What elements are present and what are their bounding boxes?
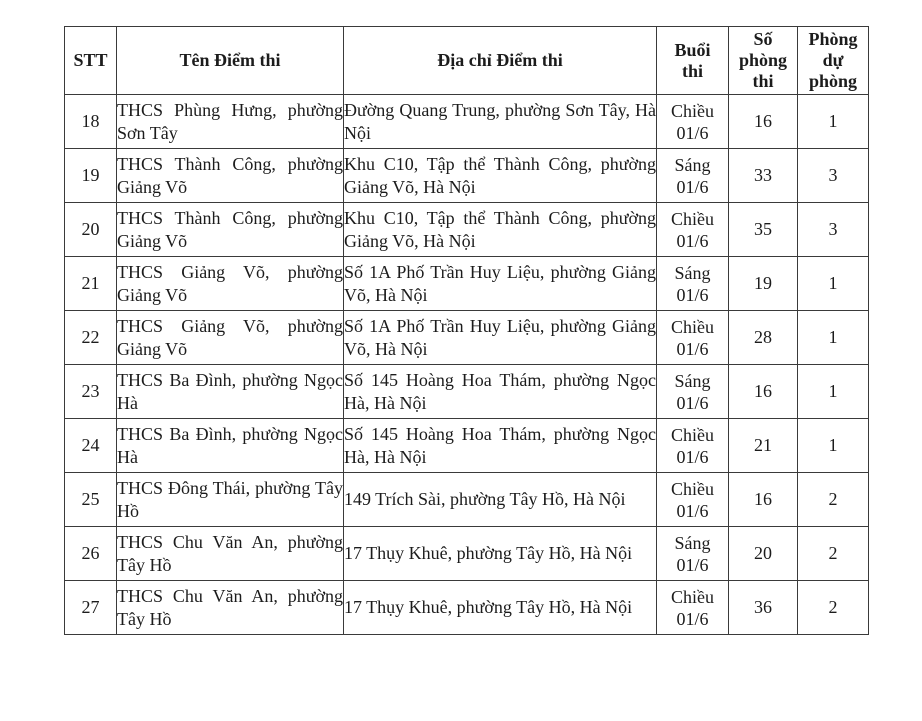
cell-rooms: 19	[729, 257, 798, 311]
header-address: Địa chỉ Điểm thi	[344, 27, 657, 95]
cell-address: Đường Quang Trung, phường Sơn Tây, Hà Nội	[344, 95, 657, 149]
header-stt: STT	[65, 27, 117, 95]
session-date: 01/6	[676, 176, 709, 197]
cell-reserve: 1	[798, 311, 869, 365]
table-row	[65, 365, 869, 419]
cell-stt: 20	[65, 203, 117, 257]
cell-rooms: 20	[729, 527, 798, 581]
cell-session	[657, 419, 729, 473]
cell-session	[657, 257, 729, 311]
header-reserve	[798, 27, 869, 95]
cell-reserve: 3	[798, 203, 869, 257]
cell-address: Số 1A Phố Trần Huy Liệu, phường Giảng Võ, Hà Nội	[344, 257, 657, 311]
cell-address: Khu C10, Tập thể Thành Công, phường Giảng Võ, Hà Nội	[344, 203, 657, 257]
session-date: 01/6	[676, 608, 709, 629]
header-rooms-line: phòng	[738, 50, 788, 70]
cell-address: 17 Thụy Khuê, phường Tây Hồ, Hà Nội	[344, 527, 657, 581]
cell-stt: 27	[65, 581, 117, 635]
header-rooms	[729, 27, 798, 95]
exam-locations-table	[64, 26, 869, 635]
header-rooms-line: thi	[752, 71, 774, 91]
header-session-line: Buổi	[674, 39, 711, 60]
cell-address: Số 1A Phố Trần Huy Liệu, phường Giảng Võ, Hà Nội	[344, 311, 657, 365]
cell-reserve: 1	[798, 419, 869, 473]
session-label: Chiều	[671, 424, 714, 445]
cell-rooms: 16	[729, 95, 798, 149]
cell-address: Khu C10, Tập thể Thành Công, phường Giảng Võ, Hà Nội	[344, 149, 657, 203]
session-label: Chiều	[671, 586, 714, 607]
cell-address: Số 145 Hoàng Hoa Thám, phường Ngọc Hà, Hà Nội	[344, 365, 657, 419]
header-reserve-line: dự	[822, 50, 844, 70]
table-row	[65, 581, 869, 635]
table-row	[65, 95, 869, 149]
cell-stt: 18	[65, 95, 117, 149]
table-row	[65, 257, 869, 311]
cell-stt: 23	[65, 365, 117, 419]
session-label: Sáng	[674, 262, 711, 283]
header-name: Tên Điểm thi	[117, 27, 344, 95]
session-date: 01/6	[676, 284, 709, 305]
cell-session	[657, 527, 729, 581]
session-label: Sáng	[674, 154, 711, 175]
table-row	[65, 473, 869, 527]
cell-name: THCS Chu Văn An, phường Tây Hồ	[117, 581, 344, 635]
header-reserve-line: Phòng	[808, 29, 858, 49]
table-row	[65, 527, 869, 581]
header-reserve-line: phòng	[808, 71, 858, 91]
cell-reserve: 2	[798, 527, 869, 581]
cell-name: THCS Thành Công, phường Giảng Võ	[117, 149, 344, 203]
cell-address: 149 Trích Sài, phường Tây Hồ, Hà Nội	[344, 473, 657, 527]
cell-stt: 22	[65, 311, 117, 365]
header-session	[657, 27, 729, 95]
cell-rooms: 36	[729, 581, 798, 635]
cell-address: Số 145 Hoàng Hoa Thám, phường Ngọc Hà, Hà Nội	[344, 419, 657, 473]
cell-name: THCS Thành Công, phường Giảng Võ	[117, 203, 344, 257]
cell-stt: 26	[65, 527, 117, 581]
session-label: Chiều	[671, 316, 714, 337]
session-label: Chiều	[671, 100, 714, 121]
session-label: Sáng	[674, 532, 711, 553]
cell-reserve: 3	[798, 149, 869, 203]
table-row	[65, 419, 869, 473]
cell-name: THCS Giảng Võ, phường Giảng Võ	[117, 257, 344, 311]
session-label: Chiều	[671, 208, 714, 229]
cell-session	[657, 365, 729, 419]
session-label: Sáng	[674, 370, 711, 391]
cell-stt: 25	[65, 473, 117, 527]
cell-session	[657, 203, 729, 257]
cell-name: THCS Đông Thái, phường Tây Hồ	[117, 473, 344, 527]
cell-name: THCS Phùng Hưng, phường Sơn Tây	[117, 95, 344, 149]
cell-name: THCS Ba Đình, phường Ngọc Hà	[117, 365, 344, 419]
table-row	[65, 203, 869, 257]
table-row	[65, 149, 869, 203]
header-session-line: thi	[681, 60, 703, 81]
cell-rooms: 33	[729, 149, 798, 203]
cell-session	[657, 95, 729, 149]
cell-session	[657, 311, 729, 365]
cell-rooms: 16	[729, 365, 798, 419]
cell-name: THCS Chu Văn An, phường Tây Hồ	[117, 527, 344, 581]
cell-stt: 24	[65, 419, 117, 473]
cell-rooms: 16	[729, 473, 798, 527]
cell-rooms: 28	[729, 311, 798, 365]
cell-stt: 21	[65, 257, 117, 311]
session-date: 01/6	[676, 122, 709, 143]
header-rooms-line: Số	[753, 29, 773, 49]
table-header-row	[65, 27, 869, 95]
table-body	[65, 95, 869, 635]
session-date: 01/6	[676, 446, 709, 467]
cell-address: 17 Thụy Khuê, phường Tây Hồ, Hà Nội	[344, 581, 657, 635]
cell-session	[657, 473, 729, 527]
cell-rooms: 35	[729, 203, 798, 257]
cell-session	[657, 149, 729, 203]
cell-reserve: 1	[798, 365, 869, 419]
cell-reserve: 2	[798, 581, 869, 635]
cell-reserve: 1	[798, 95, 869, 149]
cell-name: THCS Giảng Võ, phường Giảng Võ	[117, 311, 344, 365]
session-label: Chiều	[671, 478, 714, 499]
cell-reserve: 1	[798, 257, 869, 311]
cell-name: THCS Ba Đình, phường Ngọc Hà	[117, 419, 344, 473]
session-date: 01/6	[676, 230, 709, 251]
session-date: 01/6	[676, 500, 709, 521]
cell-session	[657, 581, 729, 635]
session-date: 01/6	[676, 392, 709, 413]
table-row	[65, 311, 869, 365]
cell-reserve: 2	[798, 473, 869, 527]
session-date: 01/6	[676, 338, 709, 359]
session-date: 01/6	[676, 554, 709, 575]
cell-stt: 19	[65, 149, 117, 203]
cell-rooms: 21	[729, 419, 798, 473]
